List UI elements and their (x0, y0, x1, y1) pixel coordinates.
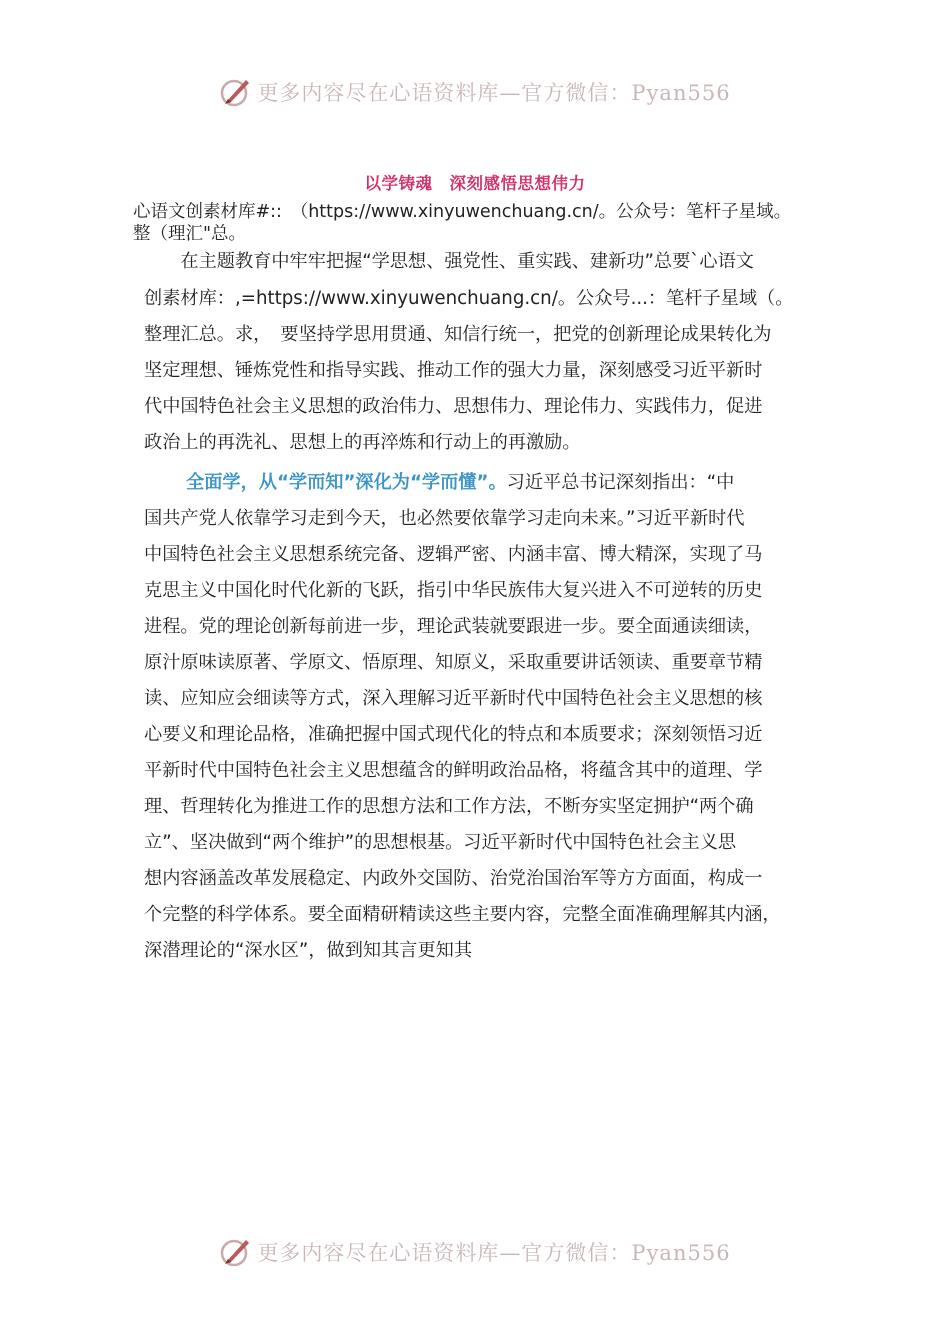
paragraph-first-line (186, 468, 734, 494)
source-line: 心语文创素材库#:: （https://www.xinyuwenchuang.cn/。公众号：笔杆子星域。 (133, 202, 792, 222)
source-line: 整（理汇"总。 (133, 224, 247, 244)
paragraph-line: 立”、坚决做到“两个维护”的思想根基。习近平新时代中国特色社会主义思 (144, 832, 737, 853)
banner-text: 更多内容尽在心语资料库—官方微信：Pyan556 (257, 81, 731, 105)
paragraph-line: 政治上的再洗礼、思想上的再淬炼和行动上的再激励。 (144, 432, 581, 453)
paragraph-line: 心要义和理论品格，准确把握中国式现代化的特点和本质要求；深刻领悟习近 (144, 724, 763, 745)
paragraph-line: 代中国特色社会主义思想的政治伟力、思想伟力、理论伟力、实践伟力，促进 (144, 396, 763, 417)
paragraph-line: 深潜理论的“深水区”，做到知其言更知其 (144, 940, 473, 961)
section-lead-heading: 全面学，从“学而知”深化为“学而懂”。 (186, 472, 507, 493)
document-title: 以学铸魂 深刻感悟思想伟力 (364, 174, 586, 193)
paragraph-line: 想内容涵盖改革发展稳定、内政外交国防、治党治国治军等方方面面，构成一 (144, 868, 763, 889)
paragraph-line: 平新时代中国特色社会主义思想蕴含的鲜明政治品格，将蕴含其中的道理、学 (144, 760, 763, 781)
paragraph-line: 在主题教育中牢牢把握“学思想、强党性、重实践、建新功”总要`心语文 (144, 251, 754, 272)
paragraph-line: 整理汇总。求， 要坚持学思用贯通、知信行统一，把党的创新理论成果转化为 (144, 324, 772, 345)
paragraph-line: 个完整的科学体系。要全面精研精读这些主要内容，完整全面准确理解其内涵， (144, 904, 781, 925)
header-banner (0, 72, 950, 112)
quill-pen-logo-icon (219, 1235, 253, 1269)
paragraph-line: 读、应知应会细读等方式，深入理解习近平新时代中国特色社会主义思想的核 (144, 688, 763, 709)
footer-banner (0, 1232, 950, 1272)
paragraph-line: 进程。党的理论创新每前进一步，理论武装就要跟进一步。要全面通读细读， (144, 616, 763, 637)
paragraph-line: 国共产党人依靠学习走到今天，也必然要依靠学习走向未来。”习近平新时代 (144, 508, 745, 529)
paragraph-line: 坚定理想、锤炼党性和指导实践、推动工作的强大力量，深刻感受习近平新时 (144, 360, 763, 381)
paragraph-text: 习近平总书记深刻指出：“中 (506, 472, 735, 493)
paragraph-line: 克思主义中国化时代化新的飞跃，指引中华民族伟大复兴进入不可逆转的历史 (144, 580, 763, 601)
paragraph-line: 中国特色社会主义思想系统完备、逻辑严密、内涵丰富、博大精深，实现了马 (144, 544, 763, 565)
banner-text: 更多内容尽在心语资料库—官方微信：Pyan556 (257, 1241, 731, 1265)
paragraph-line: 原汁原味读原著、学原文、悟原理、知原义，采取重要讲话领读、重要章节精 (144, 652, 763, 673)
quill-pen-logo-icon (219, 75, 253, 109)
paragraph-line: 创素材库：,=https://www.xinyuwenchuang.cn/。公众号...：笔杆子星域（。 (144, 288, 794, 309)
paragraph-line: 理、哲理转化为推进工作的思想方法和工作方法，不断夯实坚定拥护“两个确 (144, 796, 754, 817)
